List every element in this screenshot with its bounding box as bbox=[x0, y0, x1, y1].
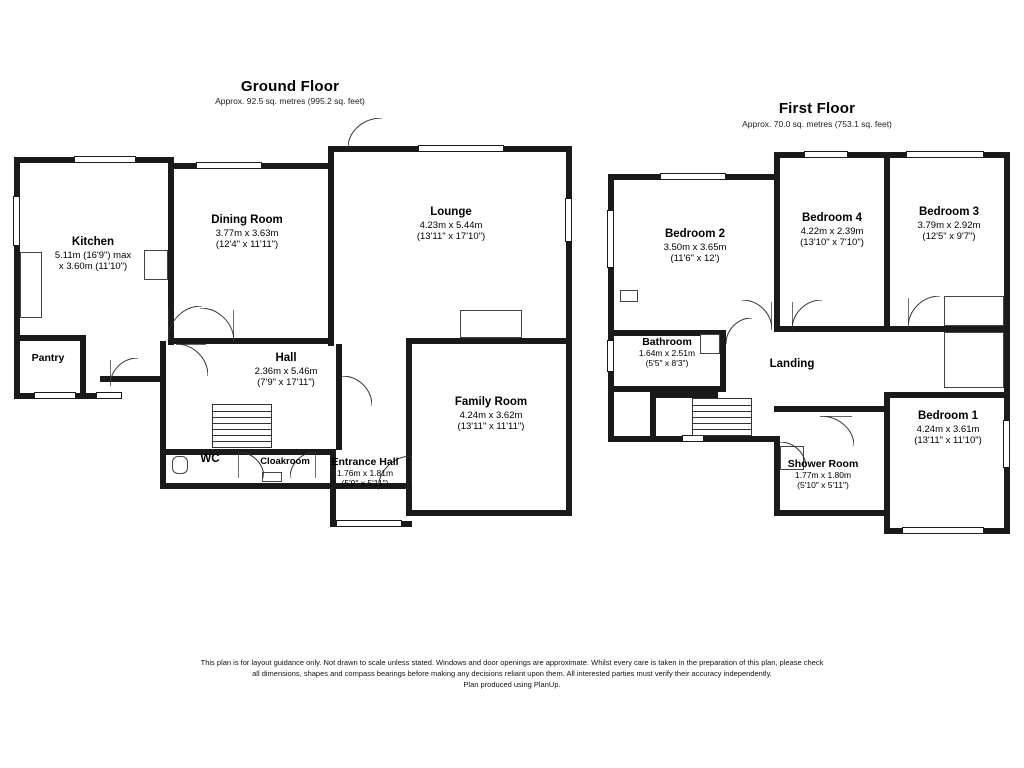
room-dim-family-1: 4.24m x 3.62m bbox=[459, 409, 523, 421]
room-dim-entrance-1: 1.76m x 1.81m bbox=[336, 468, 394, 479]
room-dim-bathroom-2: (5'5" x 8'3") bbox=[645, 358, 689, 369]
door-bedroom-1 bbox=[820, 416, 854, 446]
wall-gf-lounge-bottom bbox=[406, 338, 572, 344]
room-label-bathroom bbox=[606, 336, 728, 368]
door-dining-hall bbox=[200, 308, 234, 342]
room-name-cloakroom: Cloakroom bbox=[260, 456, 310, 467]
room-label-bedroom-2 bbox=[624, 228, 766, 264]
door-kitchen-dining bbox=[168, 306, 202, 340]
first-floor-area: Approx. 70.0 sq. metres (753.1 sq. feet) bbox=[742, 119, 892, 129]
room-name-lounge: Lounge bbox=[430, 206, 472, 218]
wall-gf-pantry-left bbox=[14, 341, 20, 399]
wall-gf-dining-right bbox=[328, 146, 334, 346]
window-bed2-left bbox=[607, 210, 614, 268]
room-label-kitchen bbox=[18, 236, 168, 272]
room-dim-bed1-2: (13'11" x 11'10") bbox=[914, 434, 982, 446]
room-dim-entrance-2: (5'9" x 5'11") bbox=[341, 478, 389, 489]
room-dim-lounge-2: (13'11" x 17'10") bbox=[416, 230, 486, 242]
window-pantry-bottom bbox=[34, 392, 76, 399]
room-label-lounge bbox=[384, 206, 518, 242]
room-label-pantry bbox=[8, 352, 88, 364]
room-label-dining bbox=[180, 214, 314, 250]
disclaimer-line-2: all dimensions, shapes and compass bearings before making any decisions reliant upon them. All interested parties must verify their accuracy independently. bbox=[252, 668, 772, 678]
window-bed1-bottom bbox=[902, 527, 984, 534]
wall-gf-bottom-right bbox=[406, 510, 572, 516]
room-dim-bed3-2: (12'5" x 9'7") bbox=[922, 230, 976, 242]
door-bedroom-3 bbox=[908, 296, 940, 328]
fixture-lounge-fireplace bbox=[460, 310, 522, 338]
room-name-hall: Hall bbox=[275, 352, 297, 364]
room-label-bedroom-4 bbox=[764, 212, 900, 248]
wall-ff-bed1-top bbox=[884, 392, 1010, 398]
wall-ff-landing-step bbox=[774, 406, 890, 412]
room-dim-hall-2: (7'9" x 17'11") bbox=[257, 376, 315, 388]
room-dim-bathroom-1: 1.64m x 2.51m bbox=[638, 348, 696, 359]
wall-gf-kitchen-bottom bbox=[14, 335, 86, 341]
fixture-bed2-radiator bbox=[620, 290, 638, 302]
room-dim-bed2-1: 3.50m x 3.65m bbox=[663, 241, 727, 253]
wall-ff-shower-bottom bbox=[774, 510, 890, 516]
room-dim-bed4-2: (13'10" x 7'10") bbox=[800, 236, 864, 248]
room-name-landing: Landing bbox=[769, 358, 815, 370]
room-dim-shower-2: (5'10" x 5'11") bbox=[797, 480, 849, 491]
room-label-landing bbox=[740, 358, 844, 372]
room-label-entrance-hall bbox=[312, 456, 418, 488]
room-name-bedroom-4: Bedroom 4 bbox=[801, 212, 863, 224]
fixture-cloakroom-unit bbox=[262, 472, 282, 482]
room-dim-dining-2: (12'4" x 11'11") bbox=[215, 238, 279, 250]
ground-floor-area: Approx. 92.5 sq. metres (995.2 sq. feet) bbox=[215, 96, 365, 106]
room-name-shower-room: Shower Room bbox=[787, 458, 859, 470]
room-name-entrance-hall: Entrance Hall bbox=[331, 456, 399, 468]
room-name-bedroom-3: Bedroom 3 bbox=[918, 206, 980, 218]
room-label-cloakroom bbox=[248, 456, 322, 467]
room-label-hall bbox=[216, 352, 356, 388]
window-bed4-top bbox=[804, 151, 848, 158]
window-bed3-top bbox=[906, 151, 984, 158]
room-label-shower-room bbox=[768, 458, 878, 490]
window-kitchen-top-1 bbox=[74, 156, 136, 163]
room-dim-bed3-1: 3.79m x 2.92m bbox=[917, 219, 981, 231]
ground-floor-title: Ground Floor bbox=[240, 78, 340, 95]
room-name-kitchen: Kitchen bbox=[71, 236, 115, 248]
room-name-pantry: Pantry bbox=[31, 352, 65, 364]
staircase-first bbox=[692, 398, 752, 436]
room-label-family-room bbox=[420, 396, 562, 432]
room-name-bedroom-1: Bedroom 1 bbox=[917, 410, 979, 422]
door-kitchen-rear bbox=[110, 358, 138, 386]
disclaimer-line-1: This plan is for layout guidance only. Not drawn to scale unless stated. Windows and door openings are approximate. Whilst every care is taken in the preparation of this plan, please check bbox=[200, 658, 824, 667]
first-floor-title: First Floor bbox=[778, 100, 856, 117]
room-dim-bed4-1: 4.22m x 2.39m bbox=[800, 225, 864, 237]
room-dim-kitchen-2: x 3.60m (11'10") bbox=[58, 260, 128, 272]
staircase-ground bbox=[212, 404, 272, 448]
window-entrance-bottom bbox=[336, 520, 402, 527]
room-label-bedroom-3 bbox=[886, 206, 1012, 242]
room-name-dining: Dining Room bbox=[211, 214, 283, 226]
door-lounge-top bbox=[348, 118, 382, 148]
room-label-bedroom-1 bbox=[882, 410, 1014, 446]
door-bedroom-4 bbox=[792, 300, 822, 330]
room-dim-kitchen-1: 5.11m (16'9") max bbox=[54, 249, 132, 261]
window-lounge-top bbox=[418, 145, 504, 152]
room-dim-lounge-1: 4.23m x 5.44m bbox=[419, 219, 483, 231]
window-hall-bottom bbox=[96, 392, 122, 399]
wall-ff-stairwell-left bbox=[650, 392, 656, 442]
door-hall-entry bbox=[176, 344, 208, 376]
wall-gf-hall-left-lower bbox=[160, 341, 166, 489]
disclaimer bbox=[0, 658, 1024, 691]
room-name-bedroom-2: Bedroom 2 bbox=[664, 228, 726, 240]
wall-gf-pantry-right bbox=[80, 335, 86, 399]
room-dim-hall-1: 2.36m x 5.46m bbox=[254, 365, 318, 377]
disclaimer-line-3: Plan produced using PlanUp. bbox=[463, 679, 561, 689]
window-bed2-top bbox=[660, 173, 726, 180]
room-dim-shower-1: 1.77m x 1.80m bbox=[794, 470, 852, 481]
room-name-bathroom: Bathroom bbox=[642, 336, 692, 348]
fixture-bed1-wardrobe bbox=[944, 332, 1004, 388]
room-dim-dining-1: 3.77m x 3.63m bbox=[215, 227, 279, 239]
window-dining-top bbox=[196, 162, 262, 169]
room-name-family-room: Family Room bbox=[454, 396, 528, 408]
fixture-bed3-wardrobe bbox=[944, 296, 1004, 326]
room-name-wc: WC bbox=[200, 453, 220, 465]
window-landing-left bbox=[682, 435, 704, 442]
window-lounge-right bbox=[565, 198, 572, 242]
room-dim-family-2: (13'11" x 11'11") bbox=[457, 420, 525, 432]
door-bathroom bbox=[726, 318, 752, 344]
room-dim-bed1-1: 4.24m x 3.61m bbox=[916, 423, 980, 435]
room-dim-bed2-2: (11'6" x 12') bbox=[670, 252, 720, 264]
room-label-wc bbox=[180, 453, 240, 467]
